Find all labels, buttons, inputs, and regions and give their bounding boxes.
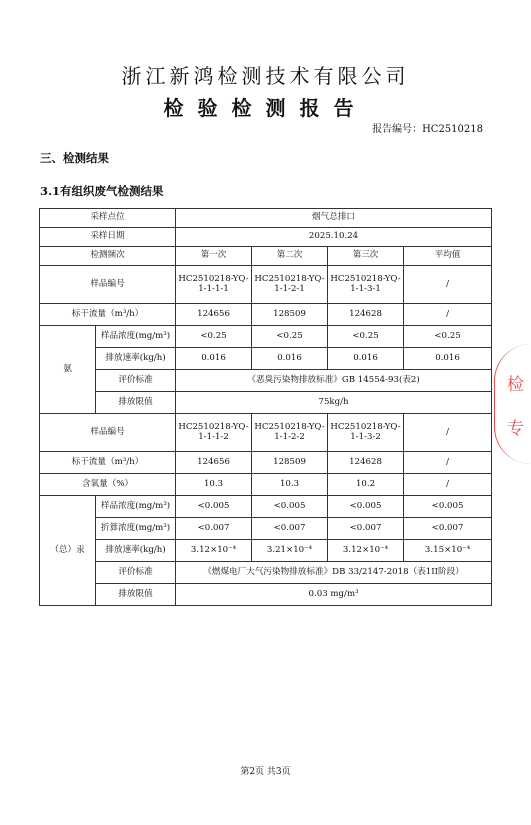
mercury-conv-avg: <0.007 bbox=[404, 518, 492, 540]
mercury-limit-value: 0.03 mg/m³ bbox=[176, 584, 492, 606]
document-title: 检验检测报告 bbox=[163, 96, 368, 120]
mercury-conv-label: 折算浓度(mg/m³) bbox=[96, 518, 176, 540]
ammonia-sample-no-1: HC2510218-YQ-1-1-1-1 bbox=[176, 266, 252, 304]
mercury-rate-2: 3.21×10⁻⁴ bbox=[252, 540, 328, 562]
mercury-flow-2: 128509 bbox=[252, 452, 328, 474]
mercury-conv-2: <0.007 bbox=[252, 518, 328, 540]
ammonia-sample-no-avg: / bbox=[404, 266, 492, 304]
frequency-label: 检测频次 bbox=[40, 247, 176, 266]
oxygen-1: 10.3 bbox=[176, 474, 252, 496]
oxygen-2: 10.3 bbox=[252, 474, 328, 496]
ammonia-std-value: 《恶臭污染物排放标准》GB 14554-93(表2) bbox=[176, 370, 492, 392]
stamp-char-2: 专 bbox=[507, 419, 524, 439]
mercury-sample-no-label: 样品编号 bbox=[40, 414, 176, 452]
oxygen-3: 10.2 bbox=[328, 474, 404, 496]
mercury-sample-no-1: HC2510218-YQ-1-1-1-2 bbox=[176, 414, 252, 452]
ammonia-rate-3: 0.016 bbox=[328, 348, 404, 370]
ammonia-conc-3: <0.25 bbox=[328, 326, 404, 348]
mercury-conc-label: 样品浓度(mg/m³) bbox=[96, 496, 176, 518]
freq-avg: 平均值 bbox=[404, 247, 492, 266]
mercury-conc-1: <0.005 bbox=[176, 496, 252, 518]
subsection-heading: 3.1有组织废气检测结果 bbox=[40, 184, 164, 198]
sampling-point-label: 采样点位 bbox=[40, 209, 176, 228]
freq-2: 第二次 bbox=[252, 247, 328, 266]
mercury-conv-1: <0.007 bbox=[176, 518, 252, 540]
ammonia-conc-2: <0.25 bbox=[252, 326, 328, 348]
mercury-flow-avg: / bbox=[404, 452, 492, 474]
ammonia-sample-no-label: 样品编号 bbox=[40, 266, 176, 304]
ammonia-rate-1: 0.016 bbox=[176, 348, 252, 370]
mercury-sample-no-3: HC2510218-YQ-1-1-3-2 bbox=[328, 414, 404, 452]
mercury-flow-3: 124628 bbox=[328, 452, 404, 474]
mercury-conv-3: <0.007 bbox=[328, 518, 404, 540]
ammonia-sample-no-2: HC2510218-YQ-1-1-2-1 bbox=[252, 266, 328, 304]
freq-1: 第一次 bbox=[176, 247, 252, 266]
ammonia-flow-3: 124628 bbox=[328, 304, 404, 326]
ammonia-flow-2: 128509 bbox=[252, 304, 328, 326]
page-footer: 第2页 共3页 bbox=[240, 767, 291, 777]
ammonia-limit-value: 75kg/h bbox=[176, 392, 492, 414]
ammonia-flow-label: 标干流量（m³/h） bbox=[40, 304, 176, 326]
ammonia-conc-1: <0.25 bbox=[176, 326, 252, 348]
ammonia-std-label: 评价标准 bbox=[96, 370, 176, 392]
freq-3: 第三次 bbox=[328, 247, 404, 266]
mercury-rate-3: 3.12×10⁻⁴ bbox=[328, 540, 404, 562]
mercury-conc-2: <0.005 bbox=[252, 496, 328, 518]
mercury-limit-label: 排放限值 bbox=[96, 584, 176, 606]
mercury-conc-3: <0.005 bbox=[328, 496, 404, 518]
mercury-std-label: 评价标准 bbox=[96, 562, 176, 584]
mercury-std-value: 《燃煤电厂大气污染物排放标准》DB 33/2147-2018（表1II阶段） bbox=[176, 562, 492, 584]
oxygen-avg: / bbox=[404, 474, 492, 496]
mercury-sample-no-2: HC2510218-YQ-1-1-2-2 bbox=[252, 414, 328, 452]
seal-stamp bbox=[494, 344, 531, 464]
sampling-point-value: 烟气总排口 bbox=[176, 209, 492, 228]
sampling-date-value: 2025.10.24 bbox=[176, 228, 492, 247]
ammonia-rate-2: 0.016 bbox=[252, 348, 328, 370]
mercury-conc-avg: <0.005 bbox=[404, 496, 492, 518]
ammonia-flow-avg: / bbox=[404, 304, 492, 326]
ammonia-flow-1: 124656 bbox=[176, 304, 252, 326]
report-number: 报告编号：HC2510218 bbox=[372, 124, 483, 135]
mercury-flow-label: 标干流量（m³/h） bbox=[40, 452, 176, 474]
mercury-group-label: （总）汞 bbox=[40, 496, 96, 606]
mercury-flow-1: 124656 bbox=[176, 452, 252, 474]
ammonia-sample-no-3: HC2510218-YQ-1-1-3-1 bbox=[328, 266, 404, 304]
section-heading: 三、检测结果 bbox=[40, 151, 109, 165]
ammonia-rate-avg: 0.016 bbox=[404, 348, 492, 370]
ammonia-limit-label: 排放限值 bbox=[96, 392, 176, 414]
mercury-rate-avg: 3.15×10⁻⁴ bbox=[404, 540, 492, 562]
ammonia-rate-label: 排放速率(kg/h) bbox=[96, 348, 176, 370]
ammonia-group-label: 氨 bbox=[40, 326, 96, 414]
oxygen-label: 含氧量（%） bbox=[40, 474, 176, 496]
stamp-char-1: 检 bbox=[507, 375, 524, 395]
mercury-sample-no-avg: / bbox=[404, 414, 492, 452]
ammonia-conc-avg: <0.25 bbox=[404, 326, 492, 348]
mercury-rate-label: 排放速率(kg/h) bbox=[96, 540, 176, 562]
sampling-date-label: 采样日期 bbox=[40, 228, 176, 247]
company-name: 浙江新鸿检测技术有限公司 bbox=[121, 64, 410, 88]
ammonia-conc-label: 样品浓度(mg/m³) bbox=[96, 326, 176, 348]
mercury-rate-1: 3.12×10⁻⁴ bbox=[176, 540, 252, 562]
results-table bbox=[39, 208, 492, 606]
